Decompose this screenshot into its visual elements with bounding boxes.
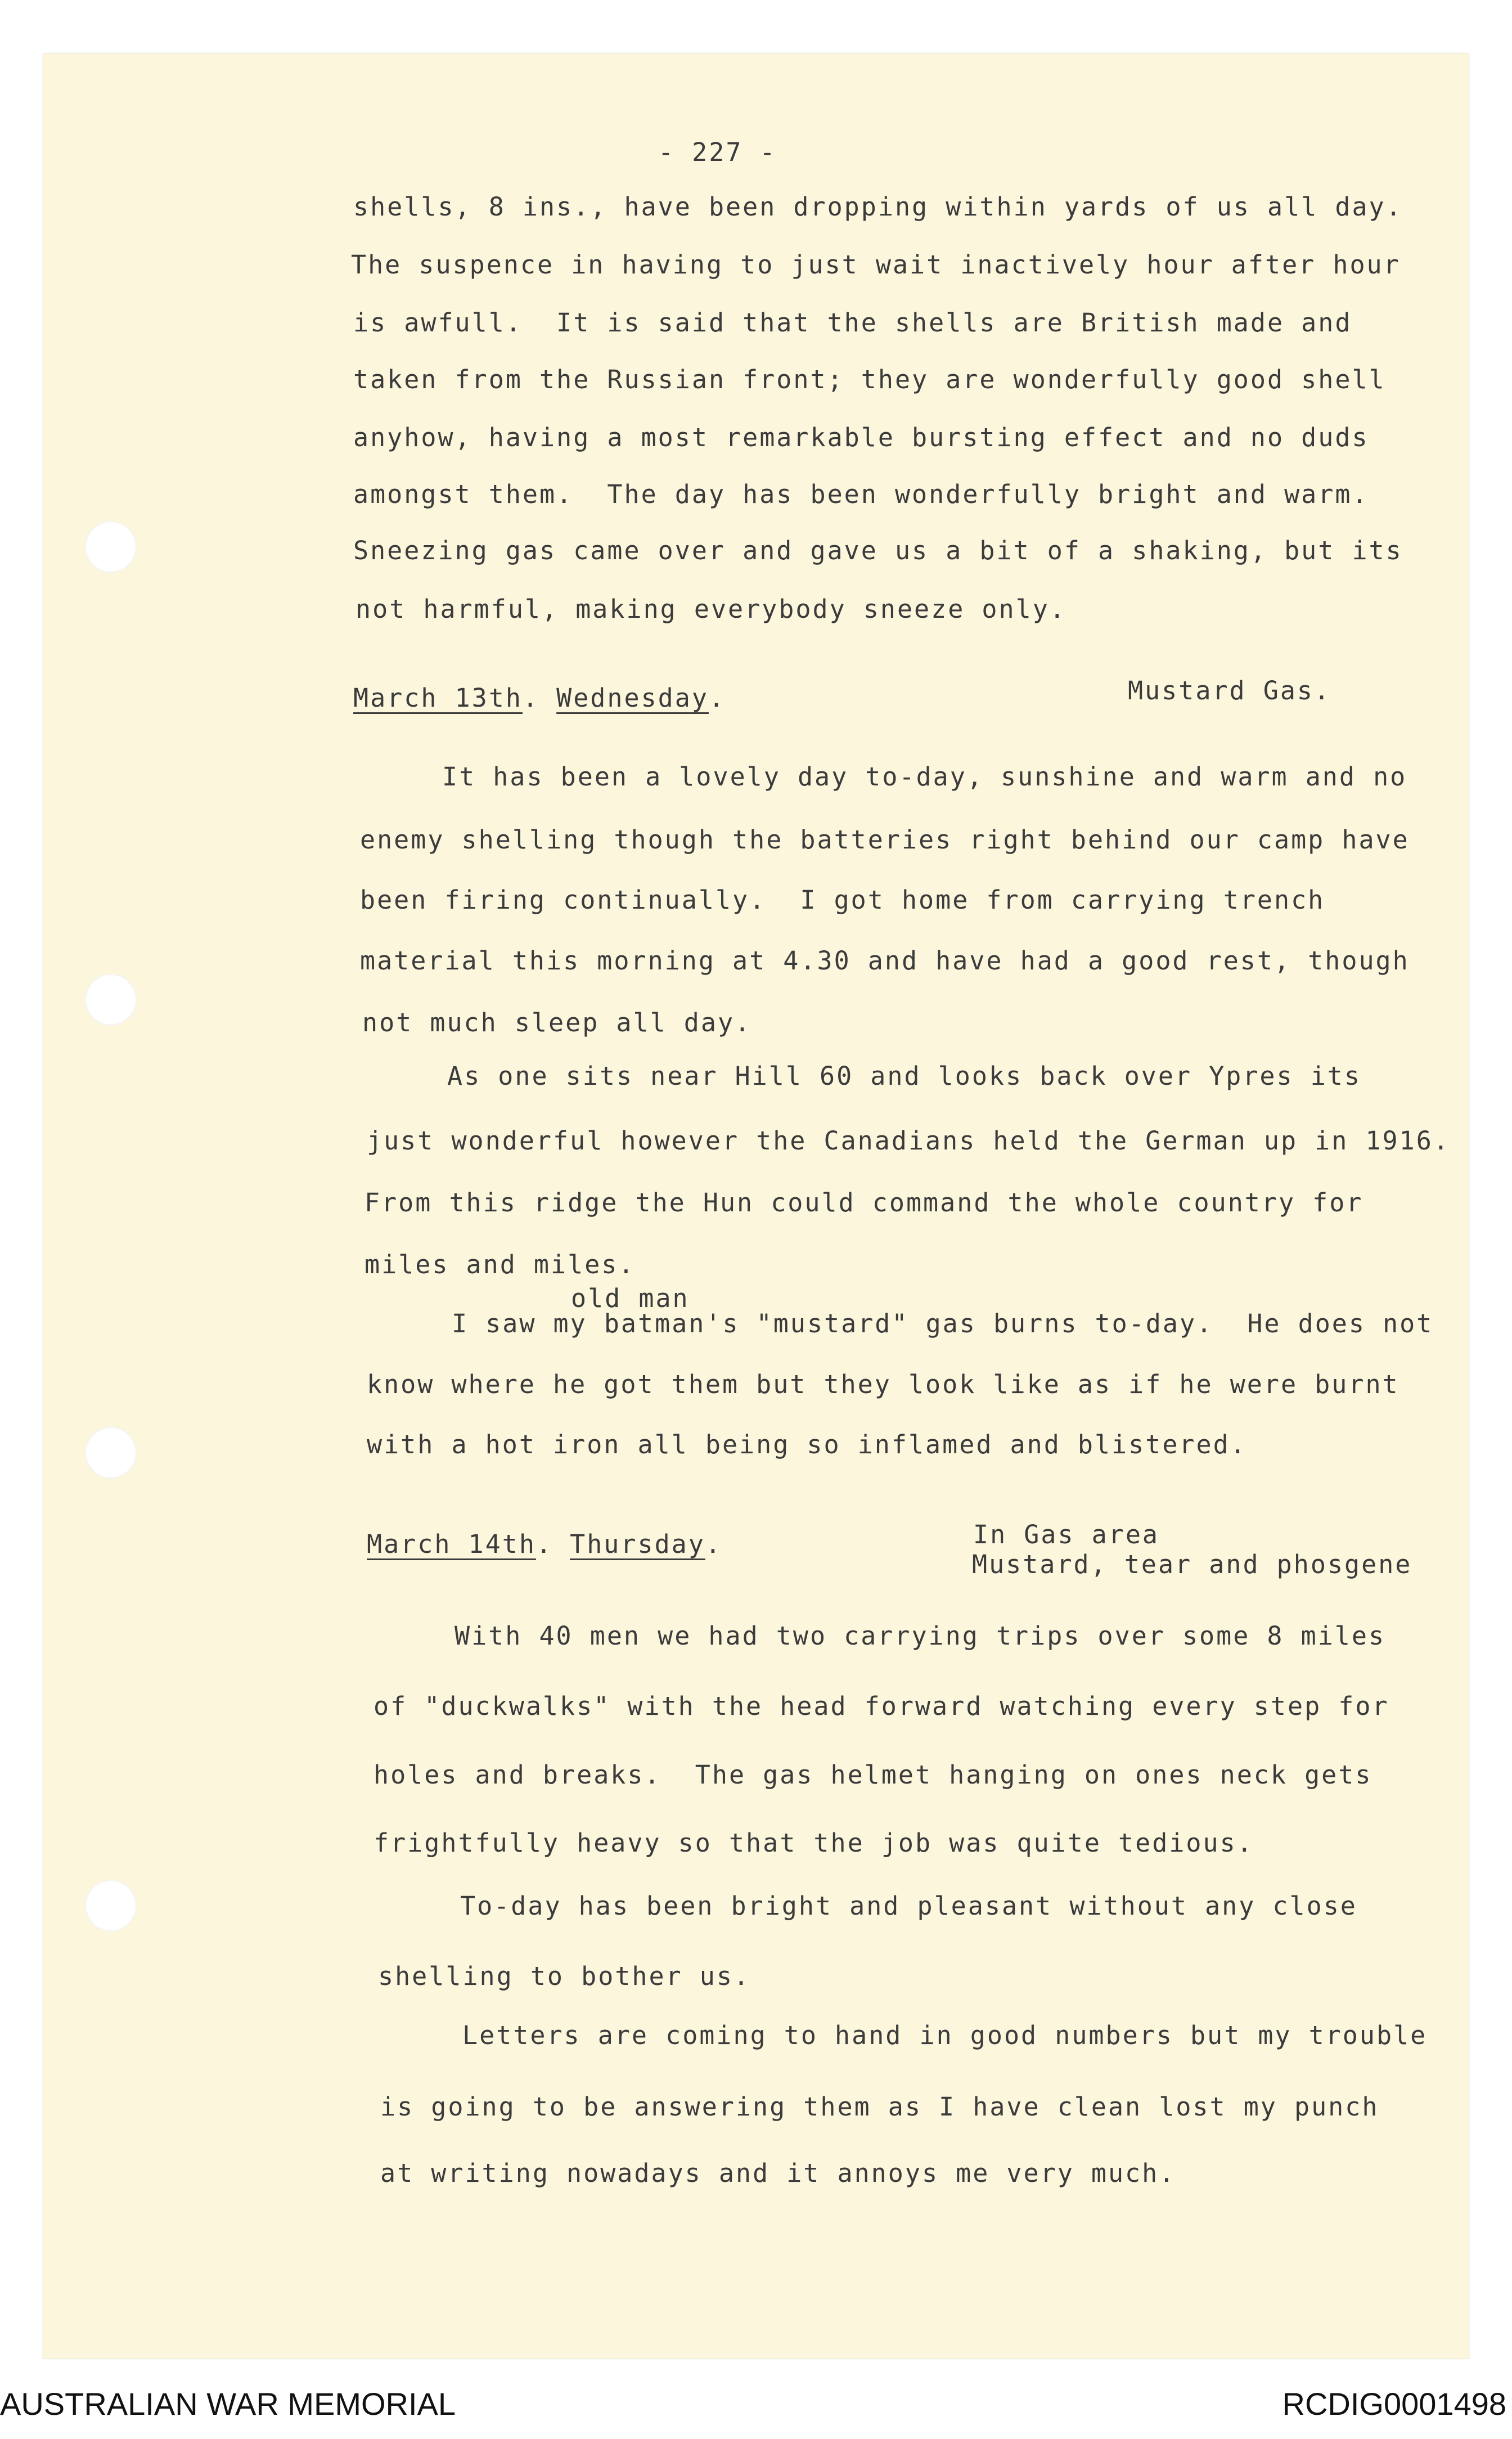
text-line: is going to be answering them as I have clean lost my punch [380, 2092, 1379, 2122]
text-line: with a hot iron all being so inflamed and blistered. [367, 1430, 1247, 1459]
text-line: amongst them. The day has been wonderfully bright and warm. [353, 479, 1369, 509]
text-line: taken from the Russian front; they are wonderfully good shell [353, 365, 1386, 394]
text-line: frightfully heavy so that the job was quite tedious. [374, 1828, 1254, 1858]
footer-record-id: RCDIG0001498 [1282, 2386, 1506, 2422]
entry-note: Mustard Gas. [1128, 676, 1331, 706]
text-line: shelling to bother us. [378, 1961, 751, 1991]
footer-institution: AUSTRALIAN WAR MEMORIAL [0, 2386, 456, 2422]
text-line: know where he got them but they look like as if he were burnt [367, 1369, 1400, 1399]
text-line: at writing nowadays and it annoys me very much. [380, 2158, 1176, 2188]
text-line: Letters are coming to hand in good numbers but my trouble [462, 2020, 1428, 2050]
text-line: been firing continually. I got home from carrying trench [360, 885, 1325, 915]
entry-weekday: Wednesday [556, 683, 709, 713]
text-line: With 40 men we had two carrying trips over some 8 miles [454, 1621, 1386, 1651]
text-line: is awfull. It is said that the shells are British made and [353, 308, 1352, 338]
entry-heading-march13: March 13th. Wednesday. [353, 683, 726, 713]
page-number: - 227 - [658, 137, 777, 167]
text-line: Sneezing gas came over and gave us a bit of a shaking, but its [353, 536, 1403, 565]
text-line: just wonderful however the Canadians held the German up in 1916. [367, 1126, 1450, 1156]
entry-heading-march14: March 14th. Thursday. [367, 1529, 722, 1559]
text-line: enemy shelling though the batteries right behind our camp have [360, 825, 1410, 855]
text-line: holes and breaks. The gas helmet hanging on ones neck gets [374, 1760, 1372, 1790]
entry-note: In Gas area [973, 1520, 1160, 1549]
text-line: anyhow, having a most remarkable bursting effect and no duds [353, 423, 1369, 452]
entry-weekday: Thursday [570, 1529, 705, 1559]
text-line: As one sits near Hill 60 and looks back over Ypres its [447, 1061, 1361, 1091]
text-line: To-day has been bright and pleasant without any close [460, 1891, 1357, 1921]
text-line: miles and miles. [364, 1250, 636, 1279]
text-line: The suspence in having to just wait inactively hour after hour [351, 250, 1401, 280]
text-line: I saw my batman's "mustard" gas burns to-day. He does not [452, 1309, 1434, 1338]
entry-date: March 14th [367, 1529, 536, 1559]
text-line: shells, 8 ins., have been dropping within yards of us all day. [353, 192, 1403, 222]
text-line: It has been a lovely day to-day, sunshine and warm and no [442, 762, 1407, 792]
handwritten-insertion: old man [571, 1283, 690, 1313]
punch-hole [85, 974, 137, 1026]
entry-note: Mustard, tear and phosgene [972, 1549, 1412, 1579]
punch-hole [85, 1880, 137, 1932]
entry-date: March 13th [353, 683, 523, 713]
text-line: of "duckwalks" with the head forward watching every step for [374, 1691, 1389, 1721]
text-line: From this ridge the Hun could command the whole country for [364, 1188, 1364, 1218]
punch-hole [85, 1427, 137, 1479]
text-line: not harmful, making everybody sneeze only. [356, 594, 1066, 624]
text-line: not much sleep all day. [362, 1008, 752, 1037]
punch-hole [85, 521, 137, 573]
text-line: material this morning at 4.30 and have had a good rest, though [360, 946, 1410, 976]
